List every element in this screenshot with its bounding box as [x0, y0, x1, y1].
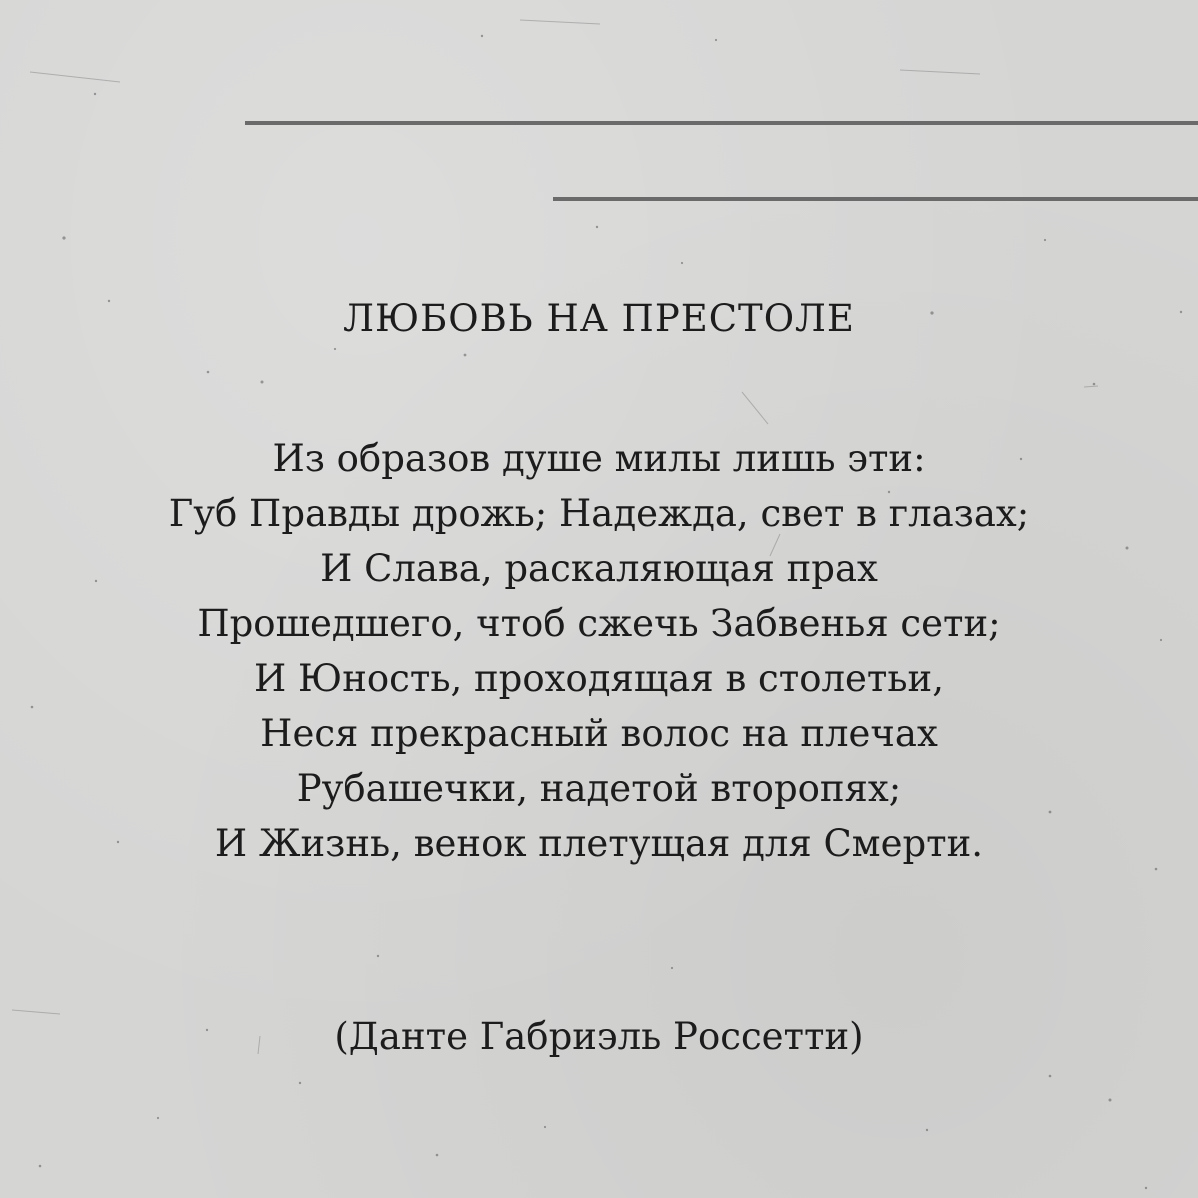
poem-body — [0, 431, 1198, 871]
decorative-line-top — [245, 121, 1198, 125]
poem-line: И Жизнь, венок плетущая для Смерти. — [214, 822, 984, 865]
poem-line: Губ Правды дрожь; Надежда, свет в глазах; — [168, 492, 1030, 535]
poem-line: И Слава, раскаляющая прах — [320, 547, 878, 590]
poem-line: Прошедшего, чтоб сжечь Забвенья сети; — [197, 602, 1001, 645]
decorative-line-second — [553, 197, 1198, 201]
poem-line: Из образов душе милы лишь эти: — [272, 437, 926, 480]
poem-line: И Юность, проходящая в столетьи, — [254, 657, 944, 700]
poem-line: Рубашечки, надетой второпях; — [296, 767, 902, 810]
poem-title: ЛЮБОВЬ НА ПРЕСТОЛЕ — [343, 297, 855, 340]
poem-line: Неся прекрасный волос на плечах — [260, 712, 938, 755]
poem-author: (Данте Габриэль Россетти) — [334, 1015, 864, 1058]
